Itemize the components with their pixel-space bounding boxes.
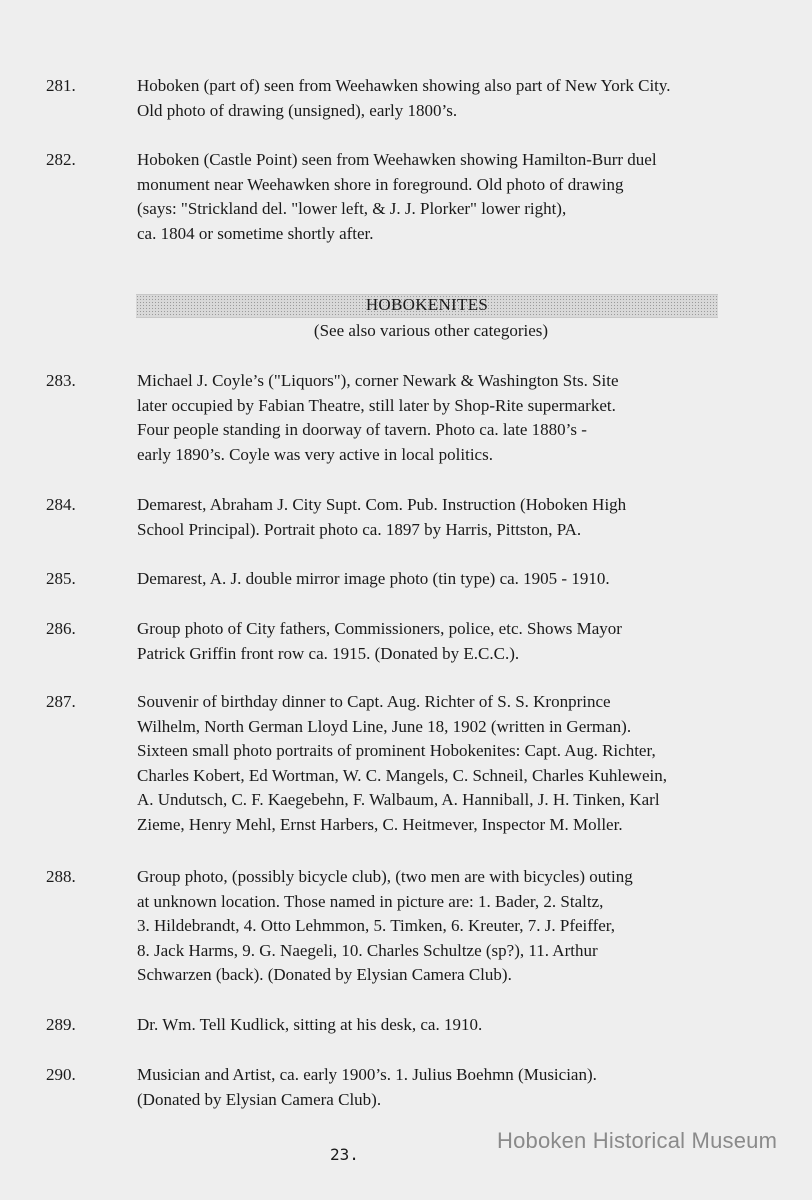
entry-number: 282.	[46, 150, 76, 169]
description-line: Four people standing in doorway of tavern. Photo ca. late 1880’s -	[137, 420, 587, 439]
entry-description	[137, 148, 777, 246]
museum-watermark: Hoboken Historical Museum	[497, 1128, 778, 1153]
entry-description	[137, 865, 777, 988]
entry-number: 284.	[46, 495, 76, 514]
description-line: Charles Kobert, Ed Wortman, W. C. Mangels, C. Schneil, Charles Kuhlewein,	[137, 765, 667, 785]
entry-description	[137, 74, 777, 123]
description-line: Patrick Griffin front row ca. 1915. (Donated by E.C.C.).	[137, 643, 520, 663]
entry-number: 290.	[46, 1065, 76, 1084]
description-line: Group photo of City fathers, Commissioners, police, etc. Shows Mayor	[137, 619, 622, 638]
entry-number: 289.	[46, 1015, 76, 1034]
entry-description	[137, 617, 777, 666]
entry-number: 287.	[46, 692, 76, 711]
description-line: Demarest, Abraham J. City Supt. Com. Pub. Instruction (Hoboken High	[137, 495, 627, 514]
entry-number: 281.	[46, 76, 76, 95]
entry-number: 285.	[46, 569, 76, 588]
description-line: Sixteen small photo portraits of prominent Hobokenites: Capt. Aug. Richter,	[137, 741, 656, 760]
entry-number: 288.	[46, 867, 76, 886]
description-line: School Principal). Portrait photo ca. 1897 by Harris, Pittston, PA.	[137, 519, 582, 539]
description-line: Old photo of drawing (unsigned), early 1800’s.	[137, 100, 458, 120]
description-line: later occupied by Fabian Theatre, still later by Shop-Rite supermarket.	[137, 395, 616, 415]
description-line: Demarest, A. J. double mirror image photo (tin type) ca. 1905 - 1910.	[137, 569, 610, 588]
entry-number: 283.	[46, 371, 76, 390]
description-line: Hoboken (Castle Point) seen from Weehawken showing Hamilton-Burr duel	[137, 150, 657, 169]
page-number: 23.	[330, 1145, 359, 1164]
description-line: Michael J. Coyle’s ("Liquors"), corner Newark & Washington Sts. Site	[137, 371, 619, 390]
description-line: Souvenir of birthday dinner to Capt. Aug. Richter of S. S. Kronprince	[137, 692, 611, 711]
description-line: Zieme, Henry Mehl, Ernst Harbers, C. Heitmever, Inspector M. Moller.	[137, 814, 623, 834]
entry-description	[137, 369, 777, 467]
entry-description	[137, 567, 777, 592]
description-line: Musician and Artist, ca. early 1900’s. 1. Julius Boehmn (Musician).	[137, 1065, 597, 1084]
description-line: Wilhelm, North German Lloyd Line, June 18, 1902 (written in German).	[137, 716, 632, 736]
description-line: Hoboken (part of) seen from Weehawken showing also part of New York City.	[137, 76, 671, 95]
description-line: Dr. Wm. Tell Kudlick, sitting at his desk, ca. 1910.	[137, 1015, 483, 1034]
description-line: at unknown location. Those named in picture are: 1. Bader, 2. Staltz,	[137, 891, 604, 911]
entry-description	[137, 493, 777, 542]
description-line: ca. 1804 or sometime shortly after.	[137, 223, 374, 243]
entry-description	[137, 1063, 777, 1112]
description-line: monument near Weehawken shore in foreground. Old photo of drawing	[137, 174, 624, 194]
description-line: (Donated by Elysian Camera Club).	[137, 1089, 382, 1109]
description-line: (says: "Strickland del. "lower left, & J. J. Plorker" lower right),	[137, 199, 567, 218]
entry-number: 286.	[46, 619, 76, 638]
section-subtitle: (See also various other categories)	[313, 321, 549, 340]
description-line: 8. Jack Harms, 9. G. Naegeli, 10. Charles Schultze (sp?), 11. Arthur	[137, 940, 598, 960]
description-line: Group photo, (possibly bicycle club), (two men are with bicycles) outing	[137, 867, 633, 886]
entry-description	[137, 690, 777, 837]
description-line: A. Undutsch, C. F. Kaegebehn, F. Walbaum, A. Hanniball, J. H. Tinken, Karl	[137, 790, 660, 809]
entry-description	[137, 1013, 777, 1038]
description-line: 3. Hildebrandt, 4. Otto Lehmmon, 5. Timken, 6. Kreuter, 7. J. Pfeiffer,	[137, 916, 616, 935]
description-line: Schwarzen (back). (Donated by Elysian Camera Club).	[137, 965, 512, 984]
description-line: early 1890’s. Coyle was very active in local politics.	[137, 444, 493, 464]
section-title: HOBOKENITES	[365, 295, 489, 314]
